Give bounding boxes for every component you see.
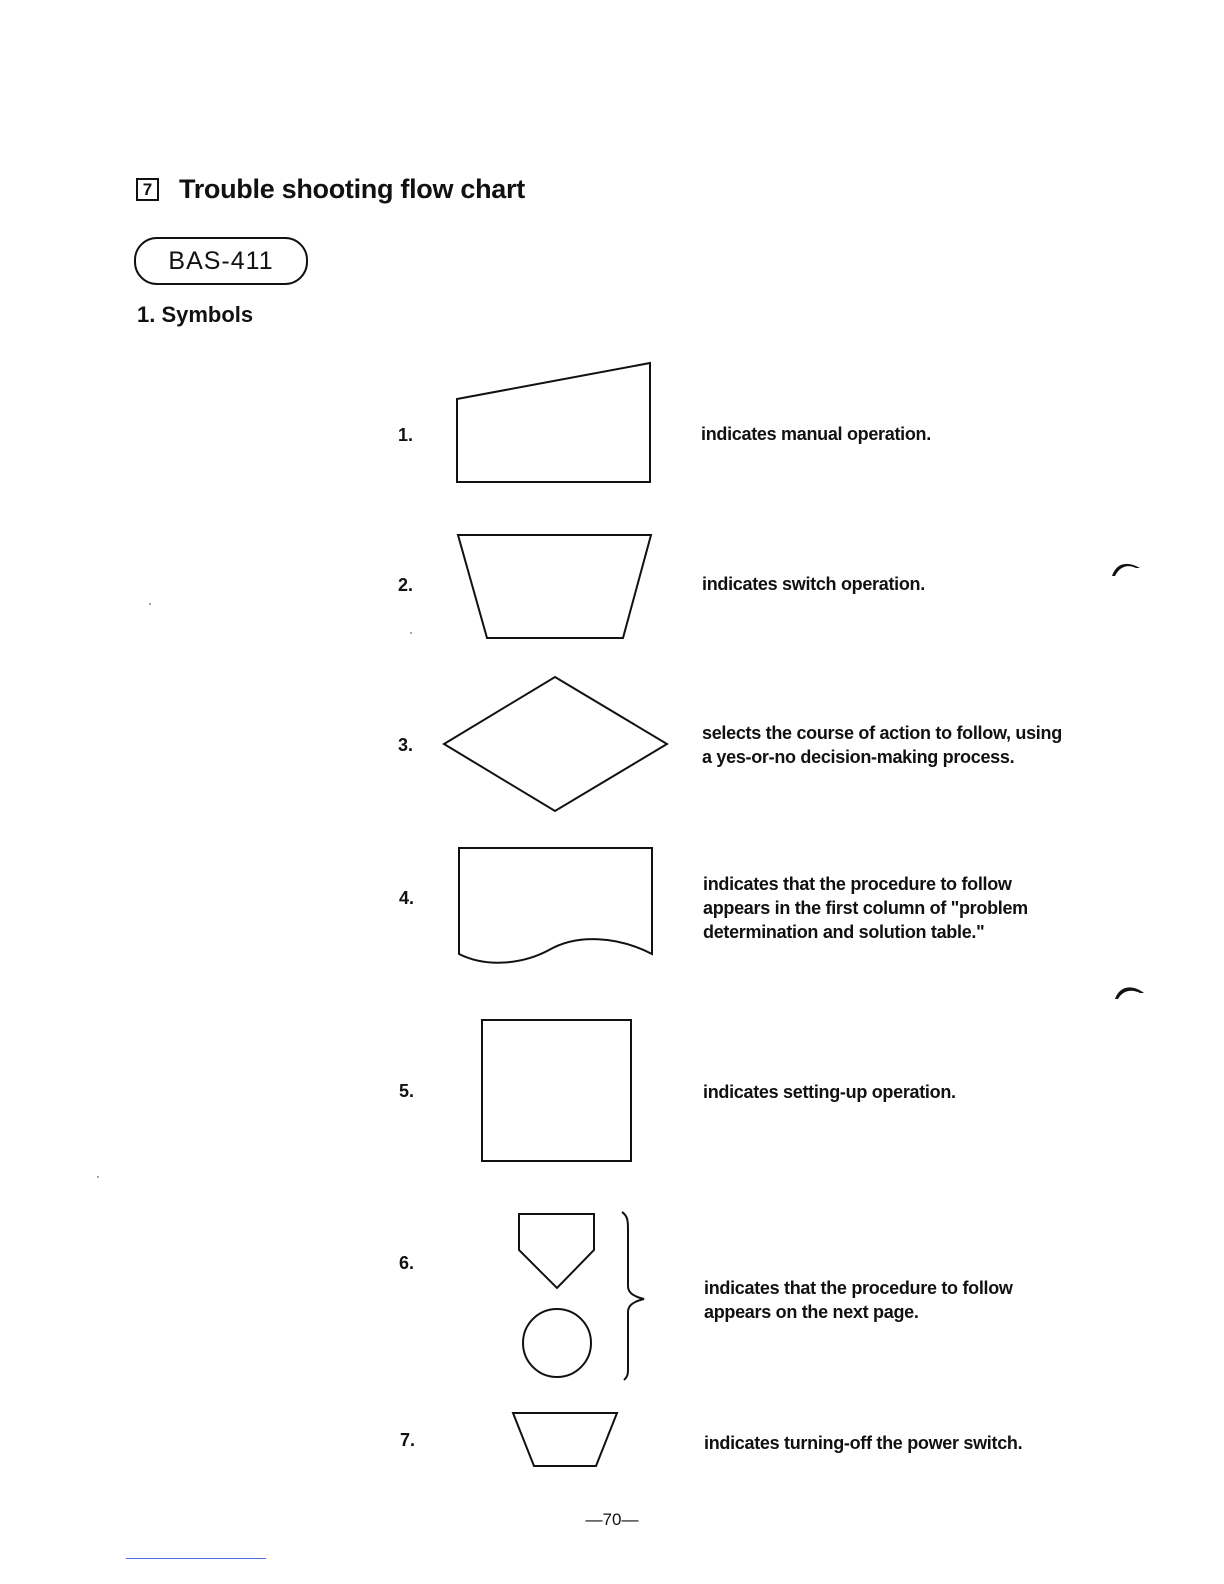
symbol-number-4: 4. — [399, 888, 415, 908]
margin-binding-mark-icon — [1113, 981, 1147, 1003]
on-page-circle-shape — [523, 1309, 591, 1377]
subsection-title: 1. Symbols — [137, 302, 254, 327]
symbol-description-line: selects the course of action to follow, using — [702, 723, 1062, 743]
decision-diamond-shape — [442, 675, 670, 813]
switch-operation-shape — [456, 533, 654, 641]
symbol-description-line: indicates switch operation. — [702, 574, 925, 594]
symbol-description-line: indicates that the procedure to follow — [704, 1278, 1013, 1298]
section-heading — [136, 174, 525, 205]
symbol-description-2 — [702, 572, 925, 596]
setting-up-square-shape — [480, 1018, 634, 1164]
section-number-box: 7 — [136, 178, 159, 201]
symbol-number-2: 2. — [398, 575, 414, 595]
scan-speck — [149, 603, 151, 605]
off-page-pentagon-shape — [519, 1214, 594, 1288]
margin-binding-mark-icon — [1110, 556, 1144, 578]
model-badge: BAS-411 — [134, 237, 308, 285]
symbol-description-4 — [703, 872, 1028, 944]
bottom-rule-line — [126, 1558, 266, 1559]
symbol-number-5: 5. — [399, 1081, 415, 1101]
symbol-description-line: indicates that the procedure to follow — [703, 874, 1012, 894]
symbol-description-line: indicates manual operation. — [701, 424, 931, 444]
symbol-description-line: a yes-or-no decision-making process. — [702, 747, 1015, 767]
document-shape — [457, 846, 655, 968]
symbol-description-line: indicates setting-up operation. — [703, 1082, 956, 1102]
off-page-connector-shapes — [516, 1210, 652, 1382]
scan-speck — [97, 1176, 99, 1178]
grouping-brace — [622, 1212, 644, 1380]
symbol-number-6: 6. — [399, 1253, 415, 1273]
page-number: —70— — [585, 1510, 639, 1529]
section-title: Trouble shooting flow chart — [179, 174, 525, 204]
symbol-description-line: appears in the first column of "problem — [703, 898, 1028, 918]
symbol-number-3: 3. — [398, 735, 414, 755]
symbol-description-7 — [704, 1431, 1022, 1455]
symbol-description-line: indicates turning-off the power switch. — [704, 1433, 1023, 1453]
symbol-description-line: appears on the next page. — [704, 1302, 919, 1322]
manual-operation-shape — [455, 361, 653, 485]
symbol-description-6 — [704, 1276, 1013, 1324]
symbol-number-1: 1. — [398, 425, 414, 445]
symbol-description-5 — [703, 1080, 956, 1104]
symbol-description-3 — [702, 721, 1062, 769]
symbol-number-7: 7. — [400, 1430, 416, 1450]
symbol-description-1 — [701, 422, 931, 446]
power-off-trapezoid-shape — [511, 1411, 621, 1469]
symbol-description-line: determination and solution table." — [703, 922, 985, 942]
scan-speck — [410, 632, 412, 634]
